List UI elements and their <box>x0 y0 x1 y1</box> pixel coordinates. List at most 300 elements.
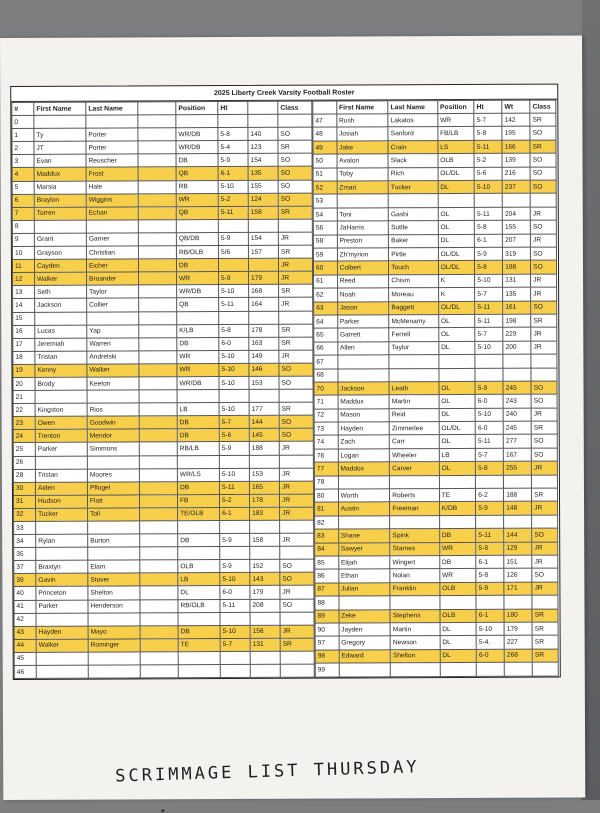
weight-cell: 207 <box>503 234 531 248</box>
number-cell: 49 <box>313 141 337 154</box>
table-row <box>13 428 313 442</box>
table-row <box>314 327 557 341</box>
last-name-cell: Rios <box>87 403 139 416</box>
blank-cell <box>139 495 177 508</box>
last-name-cell: Zimmerlee <box>389 422 439 436</box>
weight-cell <box>504 595 532 609</box>
position-cell: DL <box>440 636 477 650</box>
first-name-cell <box>34 115 86 128</box>
last-name-cell: Baggett <box>389 301 439 315</box>
number-cell: 13 <box>13 286 35 299</box>
number-cell: 6 <box>12 194 34 207</box>
position-cell: WR <box>439 542 476 556</box>
position-cell: OL/DL <box>438 261 475 275</box>
first-name-cell: Preston <box>337 234 389 248</box>
last-name-cell: Broander <box>87 272 139 285</box>
position-cell: K <box>438 274 475 288</box>
header-position: Position <box>176 102 218 115</box>
last-name-cell: Henderson <box>88 599 140 612</box>
first-name-cell: Maddux <box>34 168 86 181</box>
height-cell: 5-9 <box>220 534 250 547</box>
height-cell: 5-11 <box>475 301 503 315</box>
first-name-cell <box>35 312 87 325</box>
header-height: Ht <box>474 100 502 113</box>
last-name-cell: Franklin <box>390 582 440 596</box>
weight-cell: 135 <box>503 287 531 301</box>
position-cell: DL <box>439 341 476 355</box>
table-row <box>12 206 312 220</box>
blank-cell <box>139 272 177 285</box>
first-name-cell: Torren <box>34 207 86 220</box>
table-row <box>14 559 314 573</box>
weight-cell: 204 <box>502 207 530 221</box>
class-cell: JR <box>278 232 312 245</box>
first-name-cell <box>339 596 391 610</box>
table-row <box>14 625 314 639</box>
number-cell: 64 <box>314 315 338 328</box>
weight-cell: 148 <box>504 502 532 516</box>
class-cell: JR <box>280 586 314 599</box>
table-row <box>14 599 314 613</box>
weight-cell: 123 <box>248 141 278 154</box>
position-cell: OLB <box>440 582 477 596</box>
height-cell: 6-0 <box>219 337 249 350</box>
blank-cell <box>140 612 178 625</box>
height-cell <box>220 520 250 533</box>
class-cell: SR <box>532 649 558 663</box>
first-name-cell: Garrett <box>337 328 389 342</box>
table-row <box>13 402 313 416</box>
roster-left-body <box>12 114 314 678</box>
position-cell: QB <box>176 167 218 180</box>
last-name-cell: Spink <box>390 529 440 543</box>
last-name-cell <box>88 652 140 665</box>
first-name-cell: Cayden <box>34 259 86 272</box>
class-cell <box>280 546 314 559</box>
weight-cell: 179 <box>249 272 279 285</box>
table-row <box>14 664 314 678</box>
last-name-cell: Touch <box>389 261 439 275</box>
first-name-cell: Grayson <box>34 246 86 259</box>
position-cell: OL <box>438 221 475 235</box>
last-name-cell: Stover <box>88 573 140 586</box>
height-cell: 5-7 <box>476 448 504 462</box>
number-cell: 14 <box>13 299 35 312</box>
height-cell: 5-10 <box>476 622 504 636</box>
height-cell: 5-11 <box>474 140 502 154</box>
blank-cell <box>138 154 176 167</box>
weight-cell: 168 <box>249 285 279 298</box>
blank-cell <box>139 403 177 416</box>
last-name-cell: Garner <box>86 233 138 246</box>
last-name-cell: Sanford <box>388 127 438 141</box>
last-name-cell: Mendor <box>87 429 139 442</box>
last-name-cell: Keeton <box>87 377 139 390</box>
first-name-cell: Rush <box>336 114 388 128</box>
class-cell: SO <box>279 376 313 389</box>
weight-cell: 131 <box>250 638 280 651</box>
blank-cell <box>140 625 178 638</box>
first-name-cell: Maddux <box>338 395 390 409</box>
class-cell: JR <box>530 207 556 221</box>
position-cell: WR <box>176 193 218 206</box>
position-cell: DL <box>178 586 220 599</box>
number-cell: 22 <box>13 404 35 417</box>
last-name-cell: Chism <box>389 274 439 288</box>
first-name-cell <box>36 521 88 534</box>
first-name-cell: Toby <box>337 167 389 181</box>
first-name-cell: Ethan <box>338 569 390 583</box>
weight-cell <box>504 475 532 489</box>
number-cell: 81 <box>315 502 339 515</box>
first-name-cell: Walker <box>36 639 88 652</box>
class-cell: SO <box>531 394 557 408</box>
table-row <box>13 284 313 298</box>
class-cell: SR <box>531 314 557 328</box>
last-name-cell: Freeman <box>390 502 440 516</box>
last-name-cell: Shelton <box>390 649 440 663</box>
header-first-name: First Name <box>336 101 388 114</box>
weight-cell: 179 <box>504 622 532 636</box>
weight-cell: 200 <box>503 341 531 355</box>
class-cell: JR <box>531 408 557 422</box>
height-cell <box>218 115 248 128</box>
first-name-cell: Grant <box>34 233 86 246</box>
position-cell: OL <box>439 381 476 395</box>
height-cell: 5-8 <box>476 542 504 556</box>
last-name-cell: Eicher <box>86 259 138 272</box>
weight-cell <box>250 612 280 625</box>
position-cell: WR/DB <box>177 377 219 390</box>
class-cell: JR <box>279 350 313 363</box>
weight-cell: 229 <box>503 328 531 342</box>
position-cell: OL <box>438 328 475 342</box>
table-row <box>313 220 556 234</box>
table-row <box>315 501 558 515</box>
last-name-cell: Taylor <box>389 341 439 355</box>
height-cell: 5-11 <box>218 206 248 219</box>
class-cell: JR <box>531 234 557 248</box>
number-cell: 83 <box>315 529 339 542</box>
number-cell: 41 <box>14 600 36 613</box>
last-name-cell: Wiggins <box>86 194 138 207</box>
first-name-cell: Braxtyn <box>36 560 88 573</box>
position-cell: WR/DB <box>176 128 218 141</box>
number-cell: 71 <box>314 395 338 408</box>
first-name-cell: Hayden <box>36 626 88 639</box>
height-cell: 5-9 <box>218 154 248 167</box>
number-cell: 51 <box>313 168 337 181</box>
height-cell: 5-11 <box>219 481 249 494</box>
weight-cell <box>504 515 532 529</box>
class-cell: SO <box>280 559 314 572</box>
height-cell: 5-8 <box>476 462 504 476</box>
class-cell: SO <box>531 435 557 449</box>
number-cell: 15 <box>13 312 35 325</box>
number-cell: 21 <box>13 390 35 403</box>
weight-cell: 154 <box>248 232 278 245</box>
height-cell: 5-10 <box>475 408 503 422</box>
position-cell: WR/DB <box>176 141 218 154</box>
height-cell <box>220 664 250 677</box>
position-cell: LB <box>178 573 220 586</box>
blank-cell <box>138 141 176 154</box>
weight-cell: 153 <box>249 376 279 389</box>
roster-right-body <box>313 113 558 677</box>
weight-cell: 208 <box>250 599 280 612</box>
table-row <box>314 448 557 462</box>
table-row <box>313 127 556 141</box>
number-cell: 62 <box>314 288 338 301</box>
last-name-cell <box>88 665 140 678</box>
height-cell: 5-9 <box>220 560 250 573</box>
weight-cell: 158 <box>250 625 280 638</box>
last-name-cell: Frost <box>86 167 138 180</box>
last-name-cell <box>88 613 140 626</box>
header-row <box>12 101 312 115</box>
number-cell: 68 <box>314 369 338 382</box>
position-cell: WR <box>177 272 219 285</box>
table-row <box>13 389 313 403</box>
position-cell: LB <box>439 448 476 462</box>
position-cell: DL <box>440 622 477 636</box>
first-name-cell <box>338 475 390 489</box>
class-cell: JR <box>532 461 558 475</box>
class-cell: SO <box>531 448 557 462</box>
first-name-cell: Zeke <box>339 609 391 623</box>
first-name-cell <box>339 663 391 677</box>
first-name-cell <box>338 355 390 369</box>
class-cell <box>532 662 558 676</box>
weight-cell: 131 <box>503 274 531 288</box>
table-row <box>315 635 558 649</box>
table-row <box>315 542 558 556</box>
number-cell: 7 <box>12 207 34 220</box>
last-name-cell <box>390 663 440 677</box>
blank-cell <box>140 560 178 573</box>
position-cell: TE <box>439 488 476 502</box>
class-cell: SO <box>280 599 314 612</box>
class-cell: JR <box>531 341 557 355</box>
number-cell: 89 <box>315 610 339 623</box>
last-name-cell: Reid <box>389 408 439 422</box>
last-name-cell <box>388 194 438 208</box>
last-name-cell: Toll <box>88 508 140 521</box>
class-cell: SR <box>532 488 558 502</box>
height-cell: 5-9 <box>219 442 249 455</box>
table-row <box>13 455 313 469</box>
height-cell: 5-10 <box>219 468 249 481</box>
table-row <box>12 127 312 141</box>
height-cell <box>476 595 504 609</box>
number-cell: 10 <box>12 246 34 259</box>
number-cell: 1 <box>12 129 34 142</box>
table-row <box>314 394 557 408</box>
last-name-cell: Moreau <box>389 288 439 302</box>
blank-cell <box>139 337 177 350</box>
weight-cell: 227 <box>504 636 532 650</box>
number-cell: 11 <box>12 259 34 272</box>
height-cell <box>476 515 504 529</box>
table-row <box>314 435 557 449</box>
last-name-cell: Reuscher <box>86 154 138 167</box>
class-cell: SR <box>532 622 558 636</box>
table-row <box>314 274 557 288</box>
weight-cell: 142 <box>502 113 530 127</box>
blank-cell <box>140 639 178 652</box>
last-name-cell: Mayo <box>88 626 140 639</box>
first-name-cell: Hudson <box>35 495 87 508</box>
table-row <box>314 314 557 328</box>
class-cell: SO <box>278 180 312 193</box>
blank-cell <box>139 377 177 390</box>
first-name-cell: Parker <box>35 443 87 456</box>
roster-title: 2025 Liberty Creek Varsity Football Roster <box>11 85 557 102</box>
weight-cell: 237 <box>502 180 530 194</box>
weight-cell: 177 <box>249 402 279 415</box>
class-cell <box>278 219 312 232</box>
height-cell: 5-2 <box>218 193 248 206</box>
weight-cell <box>248 258 278 271</box>
height-cell <box>218 219 248 232</box>
class-cell: JR <box>279 468 313 481</box>
table-row <box>12 219 312 233</box>
table-row <box>313 207 556 221</box>
number-cell: 17 <box>13 338 35 351</box>
position-cell: K/DB <box>439 502 476 516</box>
position-cell <box>439 475 476 489</box>
number-cell: 74 <box>314 435 338 448</box>
class-cell: SO <box>531 301 557 315</box>
class-cell <box>280 651 314 664</box>
last-name-cell: Moores <box>87 469 139 482</box>
position-cell: QB <box>177 298 219 311</box>
first-name-cell: Jeremiah <box>35 338 87 351</box>
position-cell: OLB <box>440 609 477 623</box>
height-cell: 6-1 <box>218 167 248 180</box>
blank-cell <box>140 573 178 586</box>
first-name-cell <box>34 220 86 233</box>
first-name-cell: Ty <box>34 128 86 141</box>
position-cell: DL <box>440 649 477 663</box>
last-name-cell: Martin <box>390 623 440 637</box>
weight-cell: 126 <box>504 569 532 583</box>
weight-cell: 268 <box>504 649 532 663</box>
blank-cell <box>139 390 177 403</box>
class-cell: JR <box>279 481 313 494</box>
class-cell <box>531 368 557 382</box>
class-cell: JR <box>531 327 557 341</box>
table-row <box>313 167 556 181</box>
weight-cell: 158 <box>250 533 280 546</box>
last-name-cell: Echan <box>86 207 138 220</box>
number-cell: 32 <box>14 508 36 521</box>
weight-cell <box>248 114 278 127</box>
weight-cell <box>250 546 280 559</box>
first-name-cell: Kenny <box>35 364 87 377</box>
roster-left-column <box>11 101 315 679</box>
weight-cell: 243 <box>503 394 531 408</box>
height-cell: 5-11 <box>219 298 249 311</box>
first-name-cell: Owen <box>35 416 87 429</box>
table-row <box>314 301 557 315</box>
table-row <box>314 354 557 368</box>
blank-cell <box>138 180 176 193</box>
height-cell: 5-10 <box>219 285 249 298</box>
last-name-cell: Tucker <box>388 181 438 195</box>
height-cell: 6-0 <box>475 395 503 409</box>
class-cell: JR <box>279 442 313 455</box>
number-cell: 60 <box>313 261 337 274</box>
last-name-cell <box>390 515 440 529</box>
position-cell: OL <box>439 462 476 476</box>
position-cell <box>178 547 220 560</box>
table-row <box>315 582 558 596</box>
class-cell: SR <box>278 245 312 258</box>
blank-cell <box>140 665 178 678</box>
last-name-cell: Roberts <box>390 489 440 503</box>
table-row <box>315 662 558 677</box>
table-row <box>314 475 557 489</box>
table-row <box>315 555 558 569</box>
table-row <box>315 595 558 609</box>
table-row <box>12 167 312 181</box>
weight-cell: 245 <box>503 381 531 395</box>
number-cell: 33 <box>14 521 36 534</box>
blank-cell <box>139 455 177 468</box>
class-cell: JR <box>532 555 558 569</box>
height-cell: 5-8 <box>475 261 503 275</box>
class-cell: JR <box>280 625 314 638</box>
last-name-cell: Slack <box>388 154 438 168</box>
height-cell: 5-2 <box>219 494 249 507</box>
blank-cell <box>139 468 177 481</box>
last-name-cell: Carver <box>390 462 440 476</box>
position-cell: LS <box>438 140 475 154</box>
last-name-cell <box>390 475 440 489</box>
height-cell: 5-11 <box>220 599 250 612</box>
last-name-cell: Pflugel <box>87 482 139 495</box>
number-cell: 85 <box>315 556 339 569</box>
class-cell: JR <box>280 507 314 520</box>
class-cell: SO <box>279 363 313 376</box>
last-name-cell: Crain <box>388 140 438 154</box>
position-cell: DB <box>177 337 219 350</box>
number-cell: 30 <box>13 482 35 495</box>
last-name-cell: Baker <box>389 234 439 248</box>
number-cell: 59 <box>313 248 337 261</box>
first-name-cell: Kingston <box>35 403 87 416</box>
last-name-cell: Porter <box>86 141 138 154</box>
header-last-name: Last Name <box>388 101 438 114</box>
class-cell: SO <box>530 127 556 141</box>
first-name-cell: Walker <box>35 272 87 285</box>
header-class: Class <box>278 101 312 114</box>
class-cell: SO <box>531 381 557 395</box>
first-name-cell: Zach <box>338 435 390 449</box>
blank-cell <box>140 508 178 521</box>
table-row <box>315 515 558 529</box>
class-cell: SR <box>279 284 313 297</box>
first-name-cell: Avalon <box>337 154 389 168</box>
table-row <box>14 651 314 665</box>
table-row <box>315 622 558 636</box>
number-cell: 53 <box>313 194 337 207</box>
position-cell <box>440 596 477 610</box>
height-cell: 5-10 <box>219 403 249 416</box>
number-cell: 44 <box>14 639 36 652</box>
height-cell: 5-8 <box>218 128 248 141</box>
